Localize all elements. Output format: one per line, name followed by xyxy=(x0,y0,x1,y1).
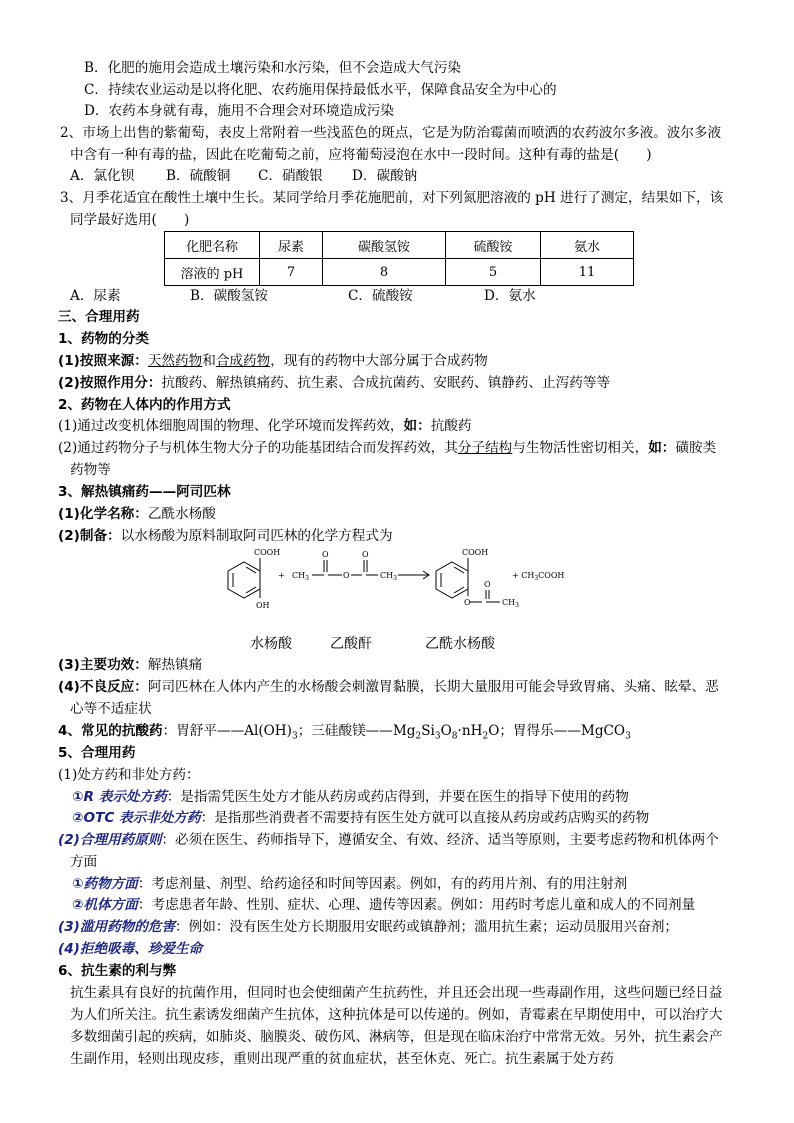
rational-principle-cont: 方面 xyxy=(70,854,98,870)
label: (2)制备： xyxy=(58,528,121,544)
antibiotics-para-line: 为人们所关注。抗生素诱发细菌产生抗体，这种抗体是可以传递的。例如，青霉素在早期使用中，可以治疗大 xyxy=(70,1007,723,1023)
acetic-acid-product: + $CH_3COOH$ xyxy=(512,571,565,582)
text: O；胃得乐——MgCO xyxy=(488,723,626,739)
drug-abuse-harm xyxy=(58,917,678,937)
side-effects-cont: 心等不适症状 xyxy=(70,701,152,717)
term-molecular-structure: 分子结构 xyxy=(457,440,513,456)
q1-option-d: D．农药本身就有毒，施用不合理会对环境造成污染 xyxy=(84,103,394,119)
label: (4)不良反应： xyxy=(58,679,148,695)
text: 磺胺类 xyxy=(675,440,717,456)
q1-option-c: C．持续农业运动是以将化肥、农药施用保持最低水平，保障食品安全为中心的 xyxy=(84,82,557,98)
text: ：是指那些消费者不需要持有医生处方就可以直接从药房或药店购买的药物 xyxy=(200,810,650,826)
text: ：考虑剂量、剂型、给药途径和时间等因素。例如，有的药用片剂、有的用注射剂 xyxy=(137,876,628,892)
subsection-1-title: 1、药物的分类 xyxy=(58,331,150,347)
main-effect xyxy=(58,655,202,675)
text: ·nH xyxy=(457,723,483,739)
text: Si xyxy=(421,723,435,739)
text: 抗酸药、解热镇痛药、抗生素、合成抗菌药、安眠药、镇静药、止泻药等等 xyxy=(161,375,611,391)
mechanism-2-cont: 药物等 xyxy=(70,462,111,478)
text: ：例如：没有医生处方长期服用安眠药或镇静剂；滥用抗生素；运动员服用兴奋剂； xyxy=(175,919,679,935)
antibiotics-para-line: 多数细菌引起的疾病，如肺炎、脑膜炎、破伤风、淋病等，但是现在临床治疗中常常无效。另外，抗生素会产 xyxy=(70,1029,723,1045)
q3-option-d: D．氨水 xyxy=(484,288,536,304)
text: 阿司匹林在人体内产生的水杨酸会刺激胃黏膜，长期大量服用可能会导致胃痛、头痛、眩晕、恶 xyxy=(147,679,719,695)
subsection-6-title: 6、抗生素的利与弊 xyxy=(58,963,177,979)
oh-label: OH xyxy=(256,601,270,610)
label-aspirin: 乙酰水杨酸 xyxy=(425,636,495,652)
table-cell: 5 xyxy=(446,259,541,286)
table-cell: 溶液的 pH xyxy=(165,259,260,286)
label-salicylic-acid: 水杨酸 xyxy=(250,636,292,652)
subscript: 2 xyxy=(415,731,422,742)
term-natural-drugs: 天然药物 xyxy=(147,353,203,369)
table-cell: 8 xyxy=(323,259,446,286)
oxygen-label: O xyxy=(484,580,491,589)
q2-option-c: C．硝酸银 xyxy=(258,168,323,184)
table-cell: 7 xyxy=(260,259,323,286)
oxygen-label: O xyxy=(464,598,471,607)
q3-option-a: A．尿素 xyxy=(70,288,121,304)
label: ①药物方面 xyxy=(72,876,138,892)
cooh-label: COOH xyxy=(254,548,281,557)
q1-option-b: B．化肥的施用会造成土壤污染和水污染，但不会造成大气污染 xyxy=(84,60,462,76)
label: ①R 表示处方药 xyxy=(72,789,167,805)
table-cell: 碳酸氢铵 xyxy=(323,232,446,259)
prescription-otc xyxy=(72,808,649,828)
preparation xyxy=(58,526,393,546)
text: 解热镇痛 xyxy=(147,657,203,673)
q3-stem-line2: 同学最好选用( ) xyxy=(70,212,190,228)
text: ，现有的药物中大部分属于合成药物 xyxy=(270,353,488,369)
text: 与生物活性密切相关， xyxy=(512,440,649,456)
label: (2)按照作用分： xyxy=(58,375,162,391)
prescription-r xyxy=(72,787,629,807)
label: (1)化学名称： xyxy=(58,506,148,522)
text: ：考虑患者年龄、性别、症状、心理、遗传等因素。例如：用药时考虑儿童和成人的不同剂量 xyxy=(137,897,696,913)
q2-option-b: B．硫酸铜 xyxy=(166,168,231,184)
term-synthetic-drugs: 合成药物 xyxy=(215,353,271,369)
q2-option-d: D．碳酸钠 xyxy=(352,168,418,184)
text: O xyxy=(440,723,452,739)
salicylic-acid-structure xyxy=(228,558,260,598)
plus-sign: + xyxy=(278,571,285,580)
table-row xyxy=(165,232,634,259)
subscript: 3 xyxy=(625,731,631,742)
side-effects xyxy=(58,677,719,697)
label: (3)主要功效： xyxy=(58,657,148,673)
table-cell: 11 xyxy=(541,259,634,286)
table-cell: 尿素 xyxy=(260,232,323,259)
subsection-3-title: 3、解热镇痛药——阿司匹林 xyxy=(58,484,231,500)
q3-option-c: C．硫酸铵 xyxy=(348,288,413,304)
mechanism-2 xyxy=(58,438,716,458)
chemical-name xyxy=(58,504,216,524)
antacids-line xyxy=(58,721,631,747)
label: 如： xyxy=(403,418,431,434)
fertilizer-ph-table xyxy=(164,231,634,286)
text: 乙酰水杨酸 xyxy=(147,506,216,522)
ch3-label: $CH_3$ xyxy=(502,598,519,609)
subscript: 3 xyxy=(291,731,298,742)
drug-aspect xyxy=(72,874,627,894)
refuse-drugs: (4)拒绝吸毒、珍爱生命 xyxy=(58,941,203,957)
q3-stem-line1: 3、月季花适宜在酸性土壤中生长。某同学给月季花施肥前，对下列氮肥溶液的 pH 进行了测定，结果如下，该 xyxy=(60,190,724,206)
cooh-label: COOH xyxy=(462,548,489,557)
mechanism-1 xyxy=(58,416,471,436)
subscript: 2 xyxy=(482,731,489,742)
text: (1)通过改变机体细胞周围的物理、化学环境而发挥药效， xyxy=(58,418,404,434)
body-aspect xyxy=(72,895,695,915)
table-cell: 化肥名称 xyxy=(165,232,260,259)
text: 以水杨酸为原料制取阿司匹林的化学方程式为 xyxy=(120,528,393,544)
oxygen-label: O xyxy=(362,550,369,559)
label: (3)滥用药物的危害 xyxy=(58,919,176,935)
table-row xyxy=(165,259,634,286)
subsection-2-title: 2、药物在人体内的作用方式 xyxy=(58,397,231,413)
aspirin-synthesis-equation xyxy=(200,546,600,626)
oxygen-label: O xyxy=(343,571,350,580)
label: ②机体方面 xyxy=(72,897,138,913)
reaction-arrow xyxy=(398,571,429,579)
text: (2)通过药物分子与机体生物大分子的功能基团结合而发挥药效，其 xyxy=(58,440,458,456)
oxygen-label: O xyxy=(322,550,329,559)
subscript: 3 xyxy=(434,731,441,742)
subsection-5-title: 5、合理用药 xyxy=(58,745,136,761)
classification-by-effect xyxy=(58,373,610,393)
text: ：必须在医生、药师指导下，遵循安全、有效、经济、适当等原则，主要考虑药物和机体两个 xyxy=(161,832,719,848)
label: 如： xyxy=(648,440,676,456)
label-acetic-anhydride: 乙酸酐 xyxy=(330,636,372,652)
label: (2)合理用药原则 xyxy=(58,832,162,848)
antibiotics-para-line: 抗生素具有良好的抗菌作用，但同时也会使细菌产生抗药性，并且还会出现一些毒副作用，这些问题已经日益 xyxy=(70,985,723,1001)
text: 和 xyxy=(202,353,216,369)
ch3-label: $CH_3$ xyxy=(380,571,397,582)
q2-stem-line1: 2、市场上出售的紫葡萄，表皮上常附着一些浅蓝色的斑点，它是为防治霉菌而喷洒的农药波尔多液。波尔多液 xyxy=(60,125,722,141)
classification-by-source xyxy=(58,351,488,371)
q2-option-a: A．氯化钡 xyxy=(70,168,135,184)
section-title: 三、合理用药 xyxy=(58,309,140,325)
q3-option-b: B．碳酸氢铵 xyxy=(190,288,268,304)
label: (1)按照来源： xyxy=(58,353,148,369)
table-cell: 氨水 xyxy=(541,232,634,259)
text: ；三硅酸镁——Mg xyxy=(297,723,416,739)
antibiotics-para-line: 生副作用，轻则出现皮疹，重则出现严重的贫血症状，甚至休克、死亡。抗生素属于处方药 xyxy=(70,1051,614,1067)
rational-principle xyxy=(58,830,719,850)
table-cell: 硫酸铵 xyxy=(446,232,541,259)
text: ：是指需凭医生处方才能从药房或药店得到，并要在医生的指导下使用的药物 xyxy=(166,789,629,805)
label: ②OTC 表示非处方药 xyxy=(72,810,201,826)
prescription-intro: (1)处方药和非处方药： xyxy=(58,767,200,783)
text: 抗酸药 xyxy=(430,418,472,434)
q2-stem-line2: 中含有一种有毒的盐，因此在吃葡萄之前，应将葡萄浸泡在水中一段时间。这种有毒的盐是( ) xyxy=(70,147,652,163)
ch3-label: $CH_3$ xyxy=(292,571,309,582)
subscript: 8 xyxy=(451,731,458,742)
text: ：胃舒平——Al(OH) xyxy=(162,723,292,739)
subsection-4-title: 4、常见的抗酸药 xyxy=(58,723,163,739)
